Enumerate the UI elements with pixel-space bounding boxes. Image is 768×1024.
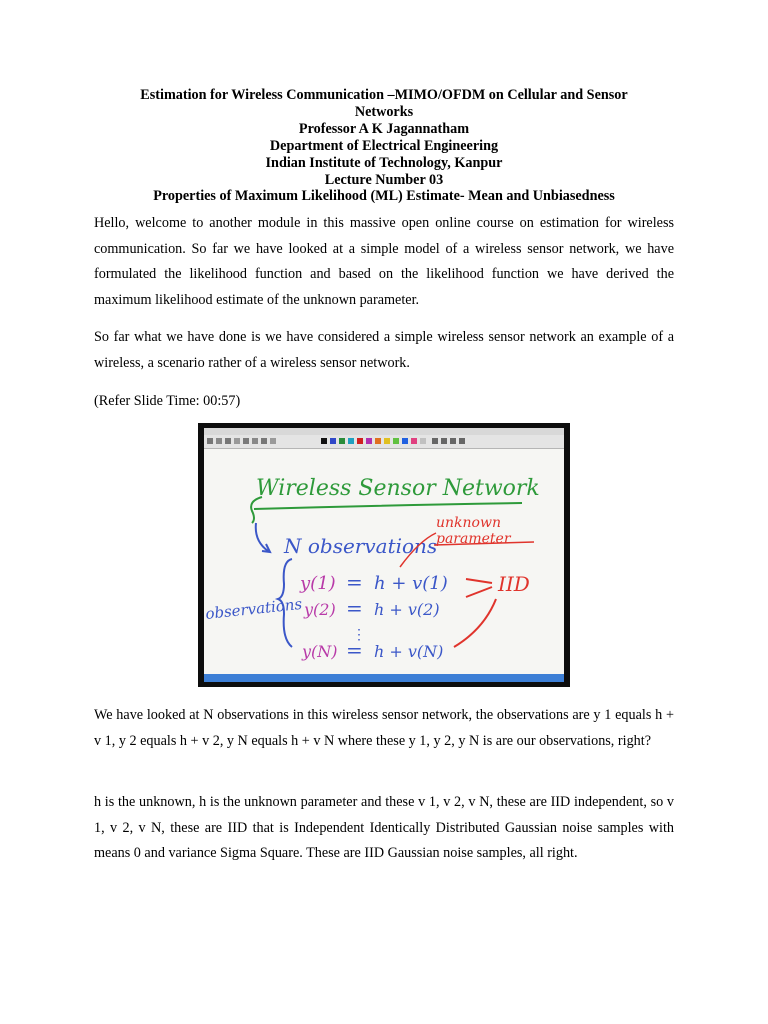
eq2-rhs: h + v(2) <box>374 600 440 619</box>
slide-toolbar <box>204 435 564 449</box>
slide-title: Wireless Sensor Network <box>256 476 540 501</box>
slide-time-reference: (Refer Slide Time: 00:57) <box>94 393 241 409</box>
eqN-lhs: y(N) <box>302 642 338 661</box>
whiteboard <box>204 449 564 674</box>
iid-arrow-bottom <box>454 599 496 647</box>
professor-name: Professor A K Jagannatham <box>298 120 470 137</box>
unknown-label: unknown <box>436 515 501 531</box>
course-title-line2: Networks <box>354 103 414 120</box>
eqN-rhs: h + v(N) <box>374 642 444 661</box>
blue-arrow <box>256 523 268 551</box>
paragraph-iid-noise: h is the unknown, h is the unknown parameter and these v 1, v 2, v N, these are IID independent, so v 1, v 2, v N, these are IID that is Independent Identically Distributed Gaussian noise samples with means 0 and variance Sigma Square. These are IID Gaussian noise samples, all right. <box>94 794 674 861</box>
document-header <box>94 87 674 205</box>
title-underline <box>254 503 522 509</box>
paragraph-intro: Hello, welcome to another module in this massive open online course on estimation for wireless communication. So far we have looked at a simple model of a wireless sensor network, we have formulated the likelihood function and based on the likelihood function we have derived the maximum likelihood estimate of the unknown parameter. <box>94 215 674 308</box>
paragraph-scenario: So far what we have done is we have considered a simple wireless sensor network an example of a wireless, a scenario rather of a wireless sensor network. <box>94 329 674 371</box>
slide-screen <box>204 428 564 682</box>
toolbar-icons <box>204 435 564 448</box>
lecture-title: Properties of Maximum Likelihood (ML) Estimate- Mean and Unbiasedness <box>153 188 615 205</box>
eq1-equals: = <box>346 570 363 594</box>
slide-menubar <box>204 428 564 435</box>
lecture-number: Lecture Number 03 <box>324 171 444 188</box>
n-observations-label: N observations <box>284 534 438 558</box>
iid-arrow-top <box>466 579 492 583</box>
eq2-lhs: y(2) <box>304 600 336 619</box>
slide-taskbar <box>204 674 564 682</box>
iid-label: IID <box>498 572 530 596</box>
lecture-slide-image <box>198 423 570 687</box>
parameter-label: parameter <box>436 531 511 547</box>
vertical-dots: ⋮ <box>352 627 366 643</box>
whiteboard-drawing <box>204 449 564 674</box>
department: Department of Electrical Engineering <box>269 137 499 154</box>
iid-arrow-mid <box>466 587 492 597</box>
observations-label: observations <box>204 594 303 623</box>
eq1-lhs: y(1) <box>300 573 336 594</box>
institute: Indian Institute of Technology, Kanpur <box>265 154 503 171</box>
course-title-line1: Estimation for Wireless Communication –MIMO/OFDM on Cellular and Sensor <box>140 87 628 103</box>
paragraph-observations: We have looked at N observations in this wireless sensor network, the observations are y 1 equals h + v 1, y 2 equals h + v 2, y N equals h + v N where these y 1, y 2, y N is are our observations, right? <box>94 707 674 749</box>
eqN-equals: = <box>346 638 363 662</box>
eq1-rhs: h + v(1) <box>374 573 448 594</box>
eq2-equals: = <box>346 596 363 620</box>
